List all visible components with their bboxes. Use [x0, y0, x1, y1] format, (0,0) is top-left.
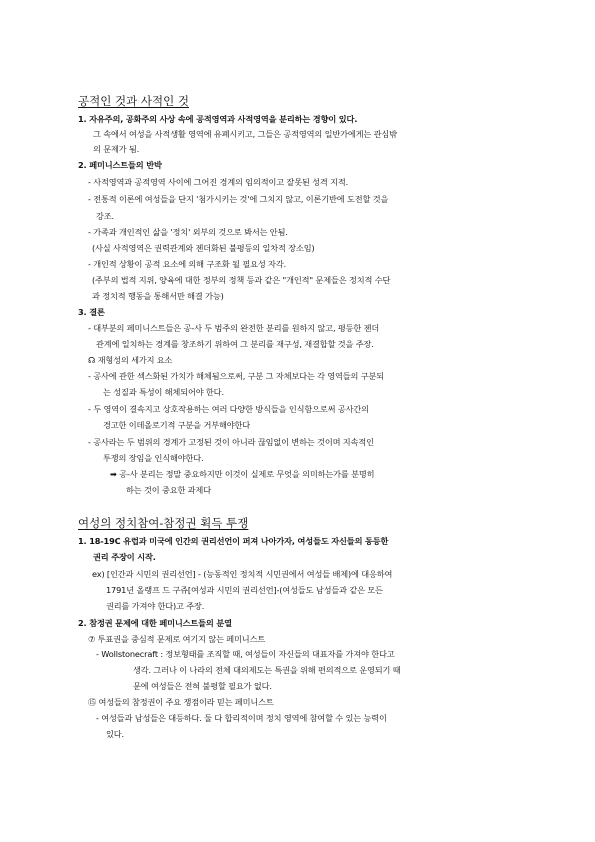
body-text: 1791년 올랭프 드 구쥬[여성과 시민의 권리선언]-(여성들도 남성들과 같은 모든 [106, 585, 383, 595]
body-text: 강조. [96, 211, 114, 221]
numbered-point: 권리 주장이 시작. [93, 552, 156, 562]
body-text: 있다. [106, 729, 124, 739]
example-text: ex) [인간과 시민의 권리선언] - (능동적인 정치적 시민권에서 여성들 배제)에 대응하여 [92, 569, 393, 579]
section-heading: 공적인 것과 사적인 것 [78, 94, 189, 108]
numbered-point: 3. 결론 [78, 307, 105, 317]
bullet-item: - 사적영역과 공적영역 사이에 그어진 경계의 임의적이고 잘못된 성격 지적. [88, 177, 349, 187]
body-text: 관계에 일치하는 경계를 창조하기 위하여 그 분리를 재구성, 재결합할 것을 주장. [96, 339, 374, 349]
body-text: 는 성질과 특성이 해체되어야 한다. [103, 387, 224, 397]
conclusion-arrow-text: ➡ 공-사 분리는 정말 중요하지만 이것이 실제로 무엇을 의미하는가를 분명히 [110, 469, 375, 479]
body-text: (사실 사적영역은 권력관계와 젠더화된 불평등의 일차적 장소임) [92, 243, 315, 253]
bullet-item: - 공사라는 두 범위의 경계가 고정된 것이 아니라 끊임없이 변하는 것이며 지속적인 [88, 437, 374, 447]
bullet-item: - 개인적 상황이 공적 요소에 의해 구조화 될 필요성 자각. [88, 259, 287, 269]
subsection-label: ⑮ 여성들의 참정권이 주요 쟁점이라 믿는 페미니스트 [88, 697, 274, 707]
bullet-item: - 가족과 개인적인 삶을 '정치' 외부의 것으로 봐서는 안됨. [88, 227, 288, 237]
section-heading: 여성의 정치참여-참정권 획득 투쟁 [78, 516, 249, 530]
numbered-point: 2. 참정권 문제에 대한 페미니스트들의 분열 [78, 618, 232, 628]
bullet-item: - 대부분의 페미니스트들은 공-사 두 범주의 완전한 분리를 원하지 않고, 평등한 젠더 [88, 323, 380, 333]
body-text: 생각. 그러나 이 나라의 전체 대의제도는 특권을 위해 편의적으로 운영되기 때 [133, 665, 401, 675]
body-text: 투쟁의 장임을 인식해야한다. [103, 453, 204, 463]
body-text: 하는 것이 중요한 과제다 [126, 485, 211, 495]
numbered-point: 1. 18-19C 유럽과 미국에 인간의 권리선언이 퍼져 나아가자, 여성들도 자신들의 동등한 [78, 536, 389, 546]
body-text: 과 정치적 행동을 통해서만 해결 가능) [92, 291, 224, 301]
numbered-point: 2. 페미니스트들의 반박 [78, 160, 162, 170]
subsection-label: ⑦ 투표권을 중심적 문제로 여기지 않는 페미니스트 [88, 634, 266, 644]
bullet-item: - Wollstonecraft : 정보형태를 조직할 때, 여성들이 자신들의 대표자를 가져야 한다고 [96, 649, 395, 659]
body-text: 의 문제가 됨. [93, 144, 140, 154]
body-text: (주부의 법적 지위, 양육에 대한 정부의 정책 등과 같은 "개인적" 문제들은 정치적 수단 [92, 275, 391, 285]
subsection-label: ☊ 재형성의 세가지 요소 [88, 355, 173, 365]
body-text: 문에 여성들은 전혀 불평할 필요가 없다. [133, 681, 272, 691]
body-text: 그 속에서 여성을 사적생활 영역에 유폐시키고, 그들은 공적영역의 일반가에게는 관심밖 [93, 129, 397, 139]
bullet-item: - 공사에 관한 섹스화된 가치가 해체됨으로써, 구분 그 자체보다는 각 영역들의 구분되 [88, 371, 385, 381]
body-text: 권리를 가져야 한다)고 주장. [106, 601, 205, 611]
bullet-item: - 여성들과 남성들은 대등하다. 둘 다 합리적이며 정치 영역에 참여할 수 있는 능력이 [96, 713, 387, 723]
bullet-item: - 두 영역이 결속지고 상호작용하는 여러 다양한 방식들을 인식함으로써 공사간의 [88, 404, 369, 414]
bullet-item: - 전통적 이론에 여성들을 단지 '첨가시키는 것'에 그치지 않고, 이론기반에 도전할 것을 [88, 194, 389, 204]
numbered-point: 1. 자유주의, 공화주의 사상 속에 공적영역과 사적영역을 분리하는 경향이 있다. [78, 114, 358, 124]
body-text: 경고한 이데올로기적 구분을 거부해야한다 [103, 420, 251, 430]
